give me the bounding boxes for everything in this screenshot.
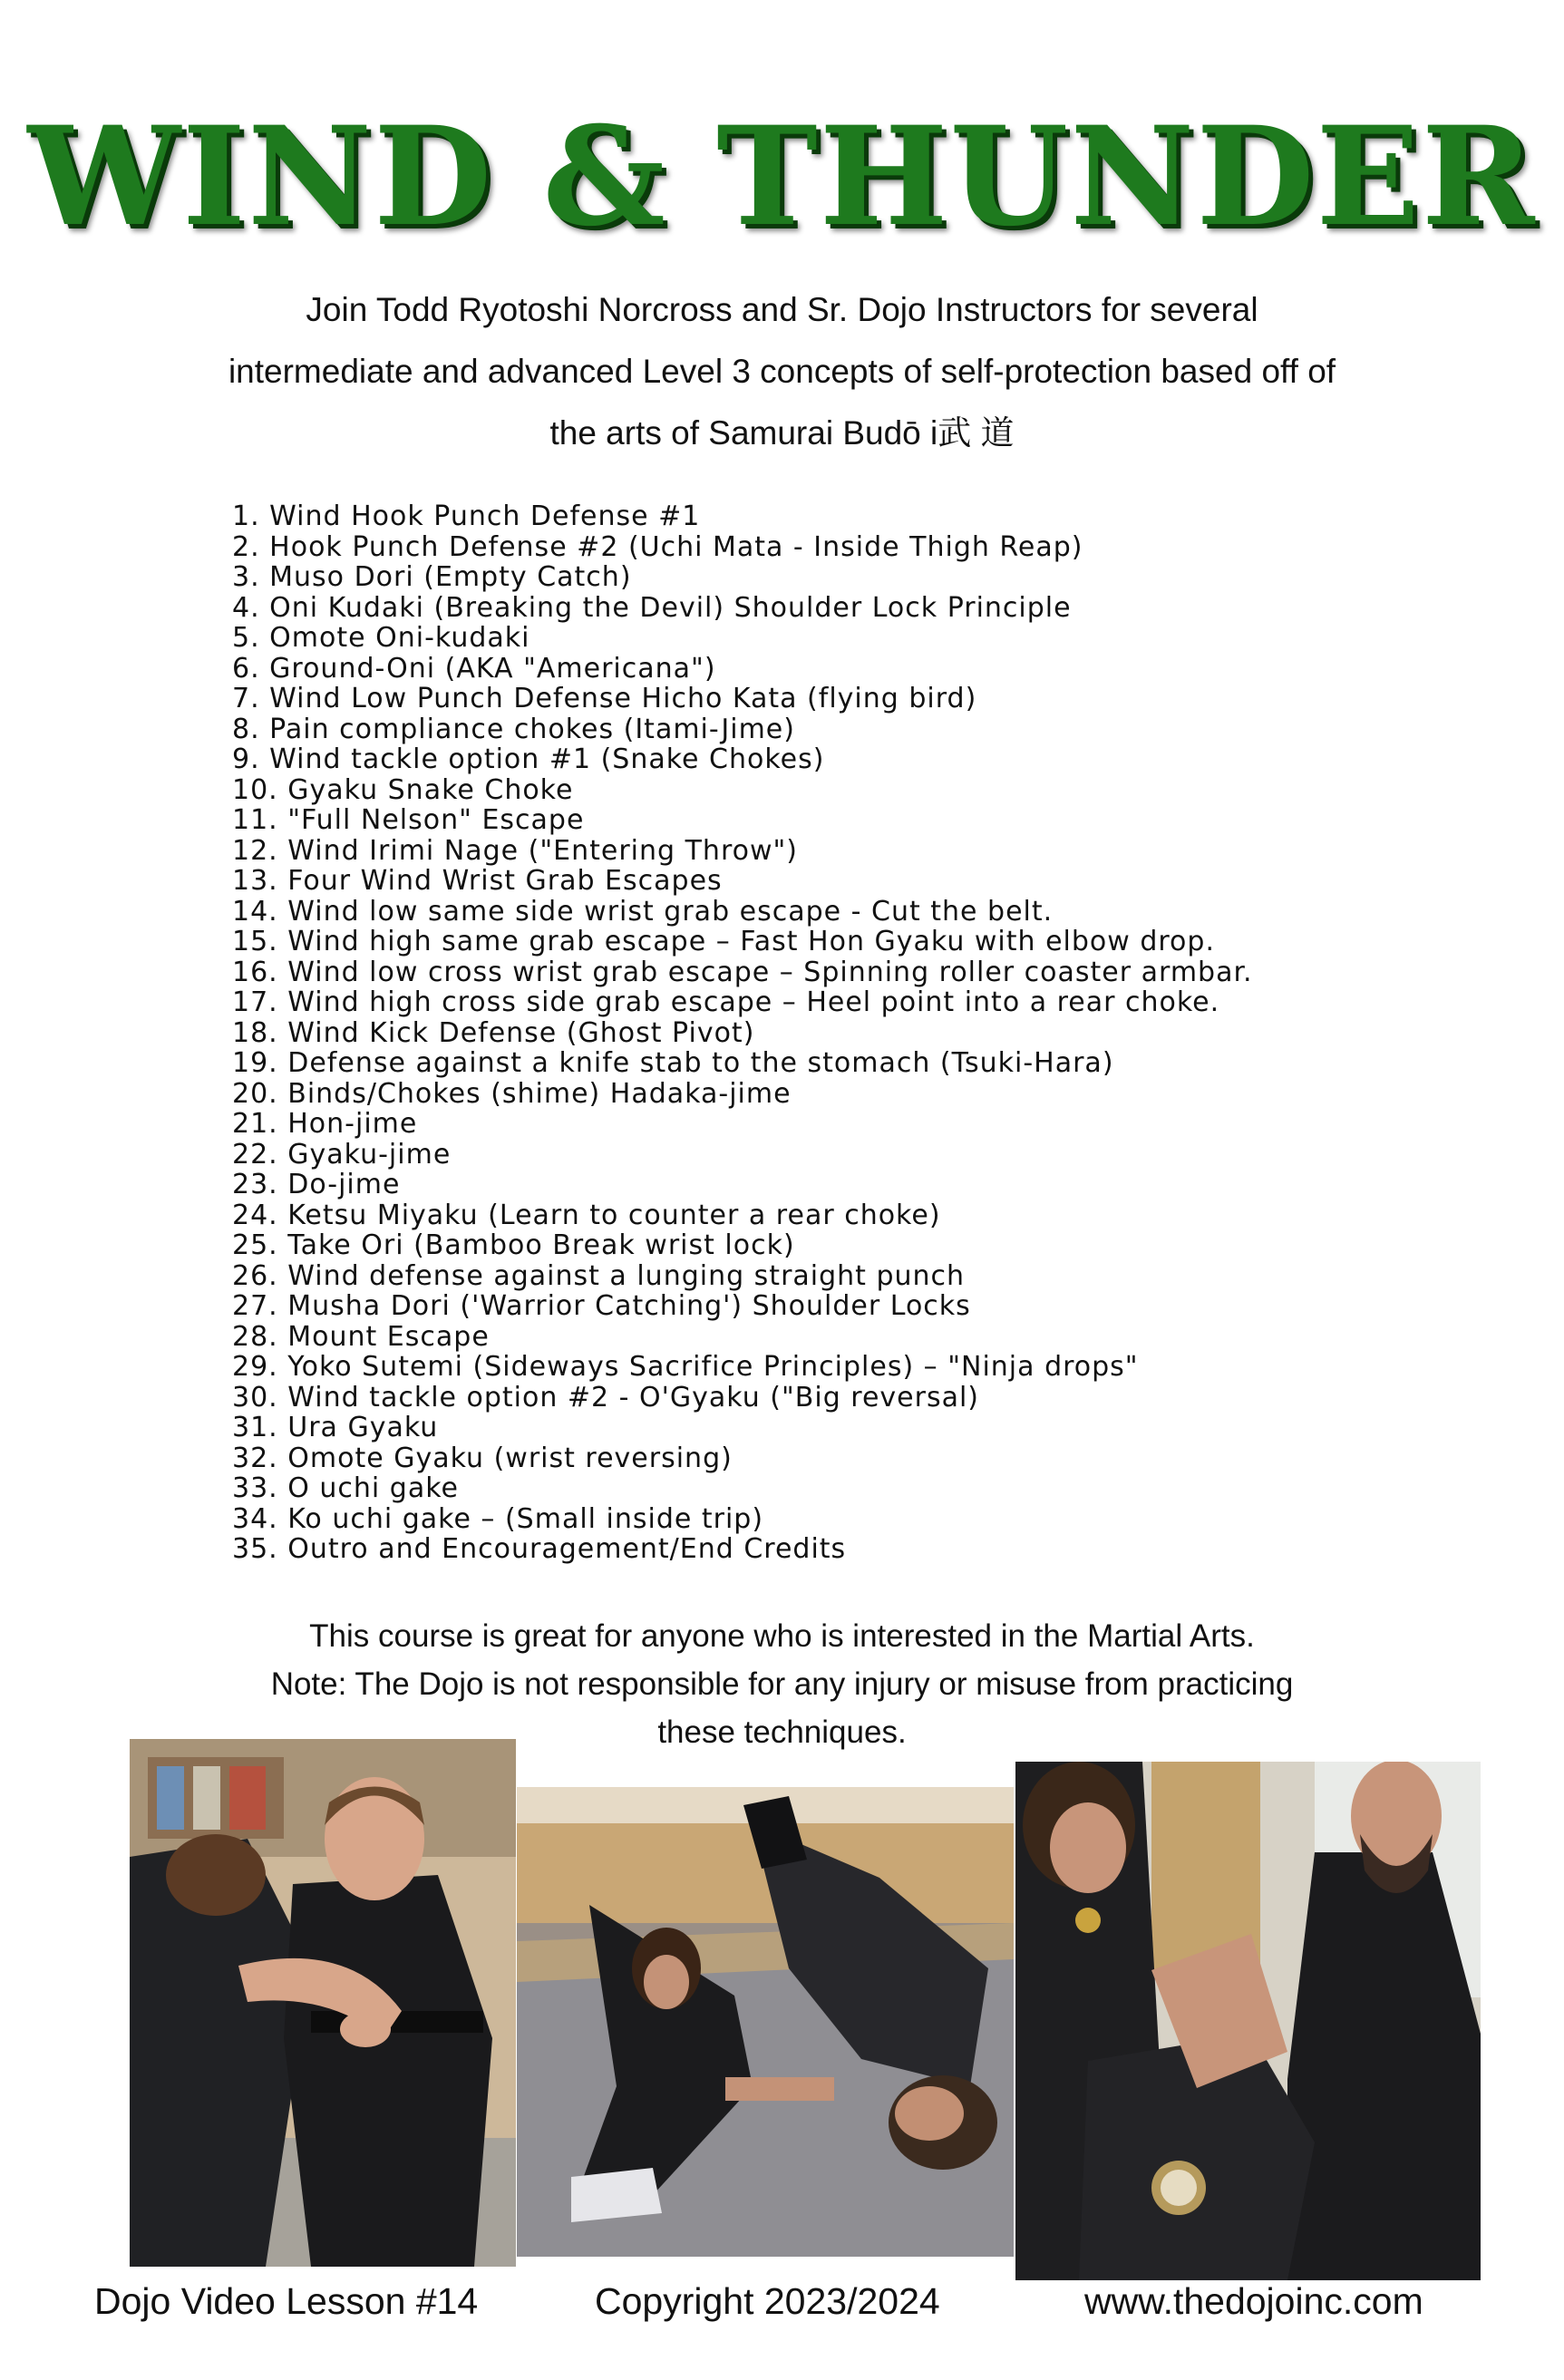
lesson-item: 19. Defense against a knife stab to the stomach (Tsuki-Hara) — [232, 1047, 1114, 1079]
lesson-item: 18. Wind Kick Defense (Ghost Pivot) — [232, 1016, 755, 1049]
lesson-list — [232, 501, 1538, 1565]
lesson-item: 25. Take Ori (Bamboo Break wrist lock) — [232, 1229, 795, 1261]
lesson-item: 24. Ketsu Miyaku (Learn to counter a rear choke) — [232, 1199, 941, 1231]
page-title: WIND & THUNDER — [27, 97, 1537, 257]
lesson-item: 2. Hook Punch Defense #2 (Uchi Mata - Inside Thigh Reap) — [232, 530, 1083, 563]
lesson-item: 1. Wind Hook Punch Defense #1 — [232, 500, 701, 532]
intro-line: intermediate and advanced Level 3 concepts of self-protection based off of — [228, 353, 1336, 390]
lesson-item: 15. Wind high same grab escape – Fast Hon Gyaku with elbow drop. — [232, 926, 1215, 957]
lesson-item: 16. Wind low cross wrist grab escape – Spinning roller coaster armbar. — [232, 956, 1253, 988]
intro-line: Join Todd Ryotoshi Norcross and Sr. Dojo Instructors for several — [306, 291, 1258, 328]
lesson-item: 17. Wind high cross side grab escape – Heel point into a rear choke. — [232, 986, 1220, 1018]
note-line: Note: The Dojo is not responsible for any injury or misuse from practicing — [270, 1666, 1294, 1702]
intro-text — [91, 279, 1473, 464]
note-line: these techniques. — [657, 1715, 907, 1750]
lesson-item: 3. Muso Dori (Empty Catch) — [232, 561, 632, 593]
lesson-item: 14. Wind low same side wrist grab escape - Cut the belt. — [232, 895, 1054, 928]
lesson-item: 13. Four Wind Wrist Grab Escapes — [232, 865, 723, 897]
lesson-item: 11. "Full Nelson" Escape — [232, 804, 585, 836]
lesson-item: 22. Gyaku-jime — [232, 1138, 452, 1171]
lesson-item: 5. Omote Oni-kudaki — [232, 622, 530, 654]
lesson-item: 8. Pain compliance chokes (Itami-Jime) — [232, 713, 795, 745]
photo-shoulder-lock — [130, 1739, 516, 2267]
lesson-item: 20. Binds/Chokes (shime) Hadaka-jime — [232, 1077, 792, 1110]
footer-lesson-number: Dojo Video Lesson #14 — [94, 2280, 479, 2322]
footer-copyright: Copyright 2023/2024 — [595, 2280, 940, 2322]
lesson-item: 35. Outro and Encouragement/End Credits — [232, 1533, 847, 1565]
lesson-item: 10. Gyaku Snake Choke — [232, 773, 574, 806]
lesson-item: 31. Ura Gyaku — [232, 1412, 439, 1443]
intro-line: the arts of Samurai Budō i武 道 — [549, 414, 1015, 452]
lesson-item: 12. Wind Irimi Nage ("Entering Throw") — [232, 834, 799, 867]
disclaimer-note — [91, 1612, 1473, 1756]
lesson-item: 32. Omote Gyaku (wrist reversing) — [232, 1442, 733, 1474]
photo-throw — [517, 1787, 1014, 2257]
lesson-item: 21. Hon-jime — [232, 1108, 418, 1140]
lesson-item: 30. Wind tackle option #2 - O'Gyaku ("Big reversal) — [232, 1381, 980, 1413]
footer-website-link[interactable]: www.thedojoinc.com — [1084, 2280, 1423, 2322]
lesson-item: 4. Oni Kudaki (Breaking the Devil) Shoulder Lock Principle — [232, 591, 1072, 624]
lesson-item: 27. Musha Dori ('Warrior Catching') Shoulder Locks — [232, 1290, 971, 1322]
lesson-item: 34. Ko uchi gake – (Small inside trip) — [232, 1502, 764, 1535]
lesson-item: 9. Wind tackle option #1 (Snake Chokes) — [232, 743, 825, 775]
lesson-item: 23. Do-jime — [232, 1169, 401, 1200]
lesson-item: 29. Yoko Sutemi (Sideways Sacrifice Principles) – "Ninja drops" — [232, 1351, 1139, 1383]
note-line: This course is great for anyone who is interested in the Martial Arts. — [309, 1618, 1255, 1654]
photo-wrist-lock — [1015, 1762, 1481, 2280]
lesson-item: 6. Ground-Oni (AKA "Americana") — [232, 652, 716, 685]
lesson-item: 26. Wind defense against a lunging straight punch — [232, 1259, 966, 1292]
lesson-item: 28. Mount Escape — [232, 1320, 490, 1353]
lesson-item: 7. Wind Low Punch Defense Hicho Kata (flying bird) — [232, 683, 977, 714]
lesson-item: 33. O uchi gake — [232, 1472, 459, 1504]
